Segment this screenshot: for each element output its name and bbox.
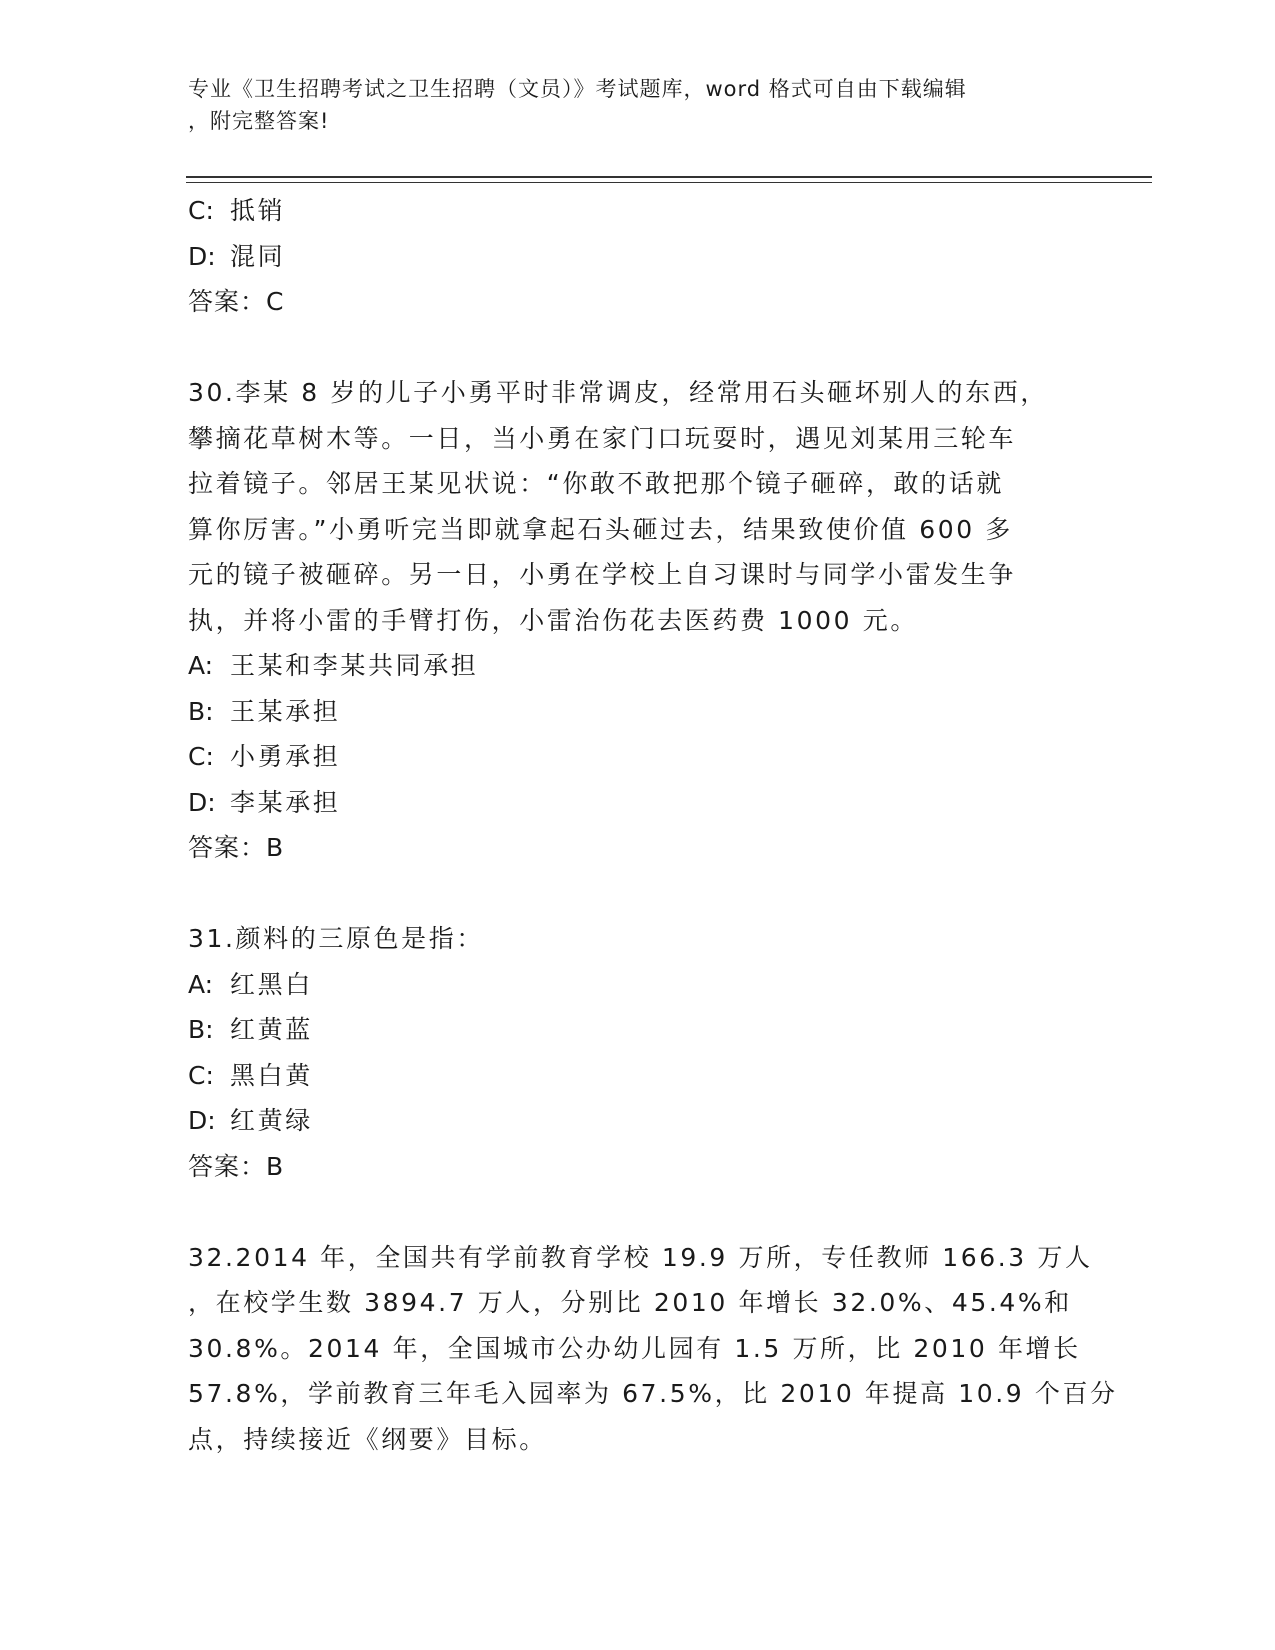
header-line-2: ，附完整答案! <box>188 109 330 133</box>
document-body <box>188 188 1118 1462</box>
option-d: D: 混同 <box>188 241 286 271</box>
prev-question <box>188 188 1068 325</box>
question-text-line: 32.2014 年，全国共有学前教育学校 19.9 万所，专任教师 166.3 万人 <box>188 1242 1093 1272</box>
question-text-line: 57.8%，学前教育三年毛入园率为 67.5%，比 2010 年提高 10.9 个百分 <box>188 1379 1118 1408</box>
question-31 <box>188 916 1068 1189</box>
question-30 <box>188 370 1068 871</box>
question-text-line: 点，持续接近《纲要》目标。 <box>188 1424 547 1454</box>
document-header <box>188 73 1068 137</box>
question-text-line: 30.8%。2014 年，全国城市公办幼儿园有 1.5 万所，比 2010 年增长 <box>188 1333 1081 1363</box>
question-text-line: 算你厉害。”小勇听完当即就拿起石头砸过去，结果致使价值 600 多 <box>188 514 1013 544</box>
question-text-line: 元的镜子被砸碎。另一日，小勇在学校上自习课时与同学小雷发生争 <box>188 560 1017 589</box>
answer: 答案：B <box>188 833 285 862</box>
header-rule-thick <box>186 176 1152 178</box>
header-line-1: 专业《卫生招聘考试之卫生招聘（文员）》考试题库，word 格式可自由下载编辑 <box>188 77 967 101</box>
option-b: B: 红黄蓝 <box>188 1015 313 1044</box>
question-text-line: 30.李某 8 岁的儿子小勇平时非常调皮，经常用石头砸坏别人的东西， <box>188 378 1048 407</box>
option-d: D: 红黄绿 <box>188 1106 313 1135</box>
option-a: A: 王某和李某共同承担 <box>188 651 479 680</box>
question-text-line: 攀摘花草树木等。一日，当小勇在家门口玩耍时，遇见刘某用三轮车 <box>188 423 1017 453</box>
question-text-line: 拉着镜子。邻居王某见状说：“你敢不敢把那个镜子砸碎，敢的话就 <box>188 469 1004 498</box>
option-c: C: 抵销 <box>188 196 286 225</box>
question-text-line: ，在校学生数 3894.7 万人，分别比 2010 年增长 32.0%、45.4%和 <box>188 1288 1072 1317</box>
question-32 <box>188 1235 1118 1463</box>
answer: 答案：C <box>188 287 285 316</box>
question-text-line: 执，并将小雷的手臂打伤，小雷治伤花去医药费 1000 元。 <box>188 605 918 635</box>
option-c: C: 黑白黄 <box>188 1060 313 1090</box>
option-b: B: 王某承担 <box>188 696 341 726</box>
header-rule-thin <box>186 182 1152 183</box>
option-a: A: 红黑白 <box>188 969 313 999</box>
question-text-line: 31.颜料的三原色是指： <box>188 924 484 953</box>
option-d: D: 李某承担 <box>188 787 341 817</box>
option-c: C: 小勇承担 <box>188 742 341 771</box>
answer: 答案：B <box>188 1151 285 1181</box>
